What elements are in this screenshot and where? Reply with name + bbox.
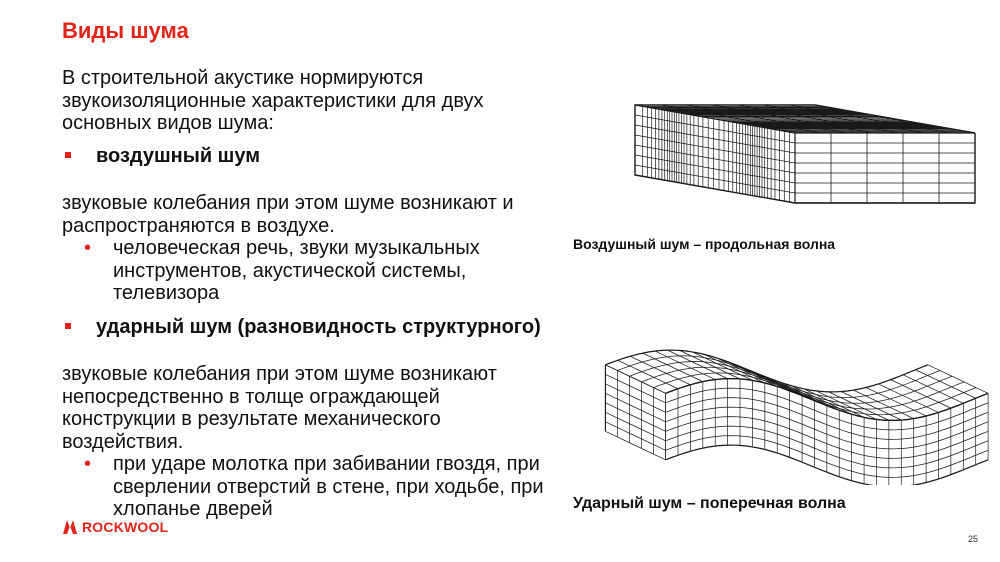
- dot-bullet-icon: •: [84, 237, 92, 259]
- airborne-example-line: инструментов, акустической системы,: [113, 259, 467, 282]
- dot-bullet-icon: •: [84, 453, 92, 475]
- intro-line: основных видов шума:: [62, 112, 274, 134]
- grid-line: [916, 370, 976, 399]
- transverse-caption: Ударный шум – поперечная волна: [573, 495, 846, 512]
- slide-title: Виды шума: [62, 18, 189, 43]
- impact-desc-line: звуковые колебания при этом шуме возникают: [62, 363, 497, 385]
- grid-line: [605, 403, 665, 432]
- impact-desc-line: конструкции в результате механического: [62, 408, 441, 430]
- grid-line: [605, 393, 665, 422]
- airborne-description: [62, 192, 514, 237]
- grid-line: [729, 362, 789, 391]
- impact-desc-line: воздействия.: [62, 430, 184, 453]
- airborne-desc-line: звуковые колебания при этом шуме возникают и: [62, 192, 514, 214]
- airborne-desc-line: распространяются в воздухе.: [62, 214, 335, 237]
- grid-line: [903, 375, 963, 404]
- square-bullet-icon: [65, 152, 71, 158]
- impact-desc-line: непосредственно в толще ограждающей: [62, 385, 440, 408]
- longitudinal-caption: Воздушный шум – продольная волна: [573, 236, 836, 252]
- grid-line: [779, 382, 839, 411]
- grid-line: [742, 367, 802, 396]
- logo-wordmark: ROCKWOOL: [82, 519, 169, 535]
- intro-line: звукоизоляционные характеристики для двух: [62, 89, 484, 112]
- transverse-wave-figure: [595, 285, 990, 485]
- grid-line: [605, 431, 665, 460]
- longitudinal-wave-figure: [630, 48, 980, 238]
- grid-line: [605, 350, 928, 392]
- impact-description: [62, 363, 497, 453]
- airborne-example-line: человеческая речь, звуки музыкальных: [113, 237, 480, 259]
- airborne-heading: воздушный шум: [96, 145, 260, 167]
- grid-line: [605, 384, 665, 413]
- airborne-example: [113, 237, 480, 305]
- impact-example-line: хлопанье дверей: [113, 498, 273, 520]
- intro-paragraph: [62, 67, 484, 135]
- impact-example-line: при ударе молотка при забивании гвоздя, при: [113, 453, 540, 475]
- page-number: 25: [968, 534, 979, 544]
- airborne-example-line: телевизора: [113, 282, 220, 304]
- impact-heading: ударный шум (разновидность структурного): [96, 316, 541, 338]
- intro-line: В строительной акустике нормируются: [62, 67, 424, 89]
- grid-line: [605, 422, 665, 451]
- square-bullet-icon: [65, 323, 71, 329]
- grid-line: [841, 392, 901, 421]
- grid-line: [617, 356, 940, 398]
- grid-line: [791, 386, 851, 415]
- rockwool-logo-icon: [62, 519, 78, 535]
- impact-example-line: сверлении отверстий в стене, при ходьбе, при: [113, 475, 544, 498]
- grid-line: [605, 412, 665, 441]
- impact-example: [113, 453, 544, 521]
- grid-line: [928, 365, 988, 394]
